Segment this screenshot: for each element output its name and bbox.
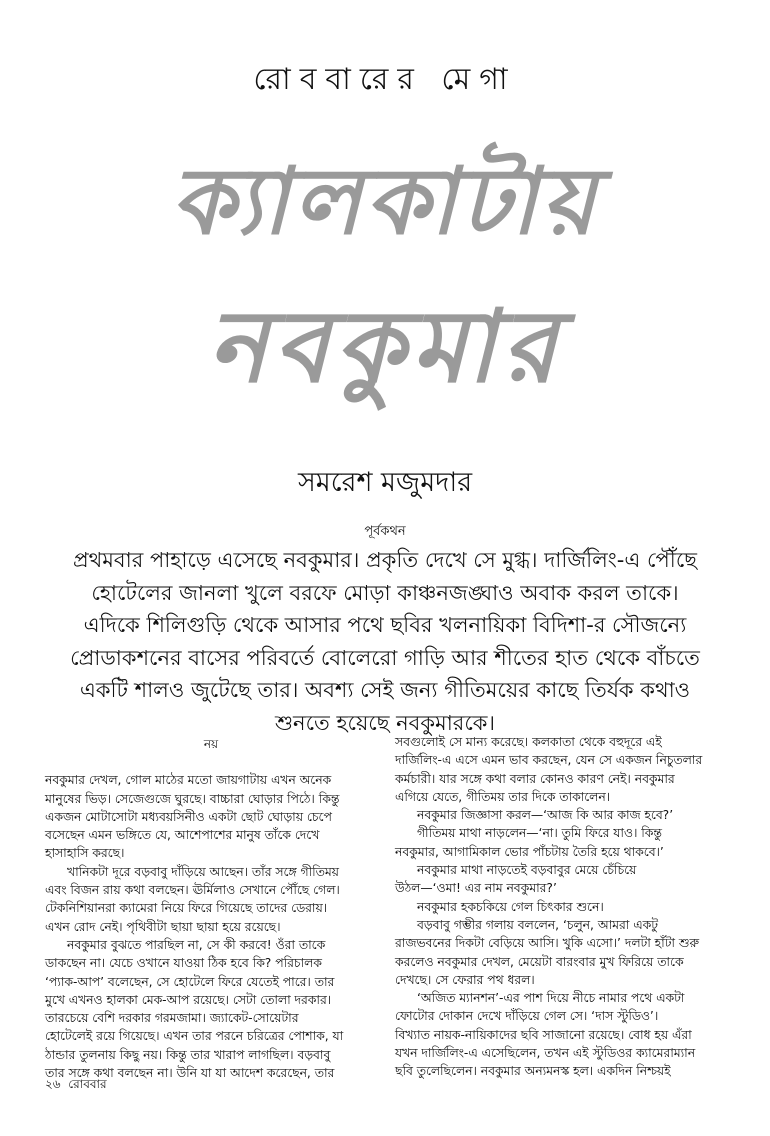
- text-line: প্রোডাকশনের বাসের পরিবর্তে বোলেরো গাড়ি আর শীতের হাত থেকে বাঁচতে: [70, 645, 700, 670]
- text-line: সবগুলোই সে মান্য করেছে। কলকাতা থেকে বহুদূরে এই: [395, 735, 662, 749]
- text-line: এগিয়ে যেতে, গীতিময় তার দিকে তাকালেন।: [395, 789, 611, 804]
- text-line: নবকুমার মাথা নাড়তেই বড়বাবুর মেয়ে চেঁচিয়ে: [417, 863, 637, 878]
- text-line: গীতিময় মাথা নাড়লেন—‘না। তুমি ফিরে যাও। কিন্তু: [417, 826, 662, 841]
- text-line: একজন মোটাসোটা মধ্যবয়সিনীও একটা ছোট ঘোড়ায় চেপে: [45, 809, 332, 824]
- text-line: ‘অজিত ম্যানশন’-এর পাশ দিয়ে নীচে নামার পথে একটা: [417, 991, 685, 1006]
- text-line: হোটেলের জানলা খুলে বরফে মোড়া কাঞ্চনজঙ্ঘাও অবাক করল তাকে।: [91, 580, 679, 605]
- text-line: দার্জিলিং-এ এসে এমন ভাব করছেন, যেন সে একজন নিচুতলার: [395, 753, 703, 768]
- text-line: একটি শালও জুটেছে তার। অবশ্য সেই জন্য গীতিময়ের কাছে তির্যক কথাও: [79, 678, 691, 702]
- text-line: যখন দার্জিলিং-এ এসেছিলেন, তখন এই স্টুডিওর ক্যামেরাম্যান: [395, 1046, 696, 1061]
- text-line: এবং বিজন রায় কথা বলছেন। ঊর্মিলাও সেখানে পৌঁছে গেল।: [45, 883, 340, 898]
- text-line: তার সঙ্গে কথা বলছেন না। উনি যা যা আদেশ করেছেন, তার: [45, 1066, 335, 1081]
- text-line: খানিকটা দূরে বড়বাবু দাঁড়িয়ে আছেন। তাঁর সঙ্গে গীতিময়: [67, 864, 339, 879]
- text-line: হোটেলেই রয়ে গিয়েছে। এখন তার পরনে চরিত্রের পোশাক, যা: [45, 1029, 344, 1044]
- text-line: দেখছে। সে ফেরার পথ ধরল।: [395, 972, 535, 987]
- page-number: ২৬: [45, 1077, 61, 1091]
- text-line: বিখ্যাত নায়ক-নায়িকাদের ছবি সাজানো রয়েছে। বোধ হয় এঁরা: [395, 1027, 692, 1042]
- text-line: কর্মচারী। যার সঙ্গে কথা বলার কোনও কারণ নেই। নবকুমার: [395, 771, 675, 786]
- intro-label: পূর্বকথন: [364, 524, 406, 539]
- story-title-line-1: ক্যালকাটায়: [170, 147, 600, 255]
- text-line: হাসাহাসি করছে।: [45, 846, 125, 861]
- text-line: তারচেয়ে বেশি দরকার গরমজামা। জ্যাকেট-সোয়েটার: [45, 1011, 299, 1026]
- chapter-number: নয়: [203, 737, 219, 751]
- text-line: ডাকছেন না। যেচে ওখানে যাওয়া ঠিক হবে কি? পরিচালক: [45, 956, 322, 971]
- intro-summary: [40, 544, 730, 739]
- body-column-right: [395, 733, 735, 1081]
- magazine-name: রোববার: [68, 1077, 107, 1091]
- text-line: নবকুমার বুঝতে পারছিল না, সে কী করবে! ওঁরা তাকে: [67, 937, 326, 952]
- text-line: নবকুমার, আগামিকাল ভোর পাঁচটায় তৈরি হয়ে থাকবে।’: [395, 844, 664, 859]
- text-line: বড়বাবু গম্ভীর গলায় বললেন, ‘চলুন, আমরা একটু: [417, 917, 658, 932]
- text-line: ‘প্যাক-আপ’ বলেছেন, সে হোটেলে ফিরে যেতেই পারে। তার: [45, 974, 335, 989]
- text-line: টেকনিশিয়ানরা ক্যামেরা নিয়ে ফিরে গিয়েছে তাদের ডেরায়।: [45, 901, 328, 916]
- text-line: ফোটোর দোকান দেখে দাঁড়িয়ে গেল সে। ‘দাস স্টুডিও’।: [395, 1009, 659, 1024]
- text-line: ঠান্ডার তুলনায় কিছু নয়। কিন্তু তার খারাপ লাগছিল। বড়বাবু: [45, 1047, 331, 1062]
- text-line: বসেছেন এমন ভঙ্গিতে যে, আশেপাশের মানুষ তাঁকে দেখে: [45, 828, 320, 843]
- body-column-left: [45, 735, 377, 1082]
- text-line: নবকুমার দেখল, গোল মাঠের মতো জায়গাটায় এখন অনেক: [45, 773, 332, 788]
- text-line: করলেও নবকুমার দেখল, মেয়েটা বারংবার মুখ ফিরিয়ে তাকে: [395, 954, 684, 969]
- text-line: নবকুমার জিজ্ঞাসা করল—‘আজ কি আর কাজ হবে?’: [417, 808, 674, 823]
- text-line: মানুষের ভিড়। সেজেগুজে ঘুরছে। বাচ্চারা ঘোড়ার পিঠে। কিন্তু: [45, 791, 340, 806]
- text-line: ছবি তুলেছিলেন। নবকুমার অন্যমনস্ক হল। একদিন নিশ্চয়ই: [395, 1064, 671, 1079]
- text-line: এখন রোদ নেই। পৃথিবীটা ছায়া ছায়া হয়ে রয়েছে।: [45, 919, 281, 934]
- text-line: প্রথমবার পাহাড়ে এসেছে নবকুমার। প্রকৃতি দেখে সে মুগ্ধ। দার্জিলিং-এ পৌঁছে: [73, 548, 697, 572]
- section-kicker: রোববারের মেগা: [253, 62, 517, 97]
- text-line: শুনতে হয়েছে নবকুমারকে।: [274, 710, 496, 735]
- story-title-line-2: নবকুমার: [207, 287, 563, 405]
- page-footer: [45, 1076, 107, 1096]
- text-line: নবকুমার হকচকিয়ে গেল চিৎকার শুনে।: [417, 899, 604, 914]
- text-line: রাজভবনের দিকটা বেড়িয়ে আসি। খুকি এসো।’ দলটা হাঁটা শুরু: [395, 936, 699, 951]
- text-line: এদিকে শিলিগুড়ি থেকে আসার পথে ছবির খলনায়িকা বিদিশা-র সৌজন্যে: [83, 613, 687, 637]
- author-name: সমরেশ মজুমদার: [297, 467, 473, 498]
- text-line: উঠল—‘ওমা! এর নাম নবকুমার?’: [395, 881, 557, 896]
- text-line: মুখে এখনও হালকা মেক-আপ রয়েছে। সেটা তোলা দরকার।: [45, 992, 332, 1007]
